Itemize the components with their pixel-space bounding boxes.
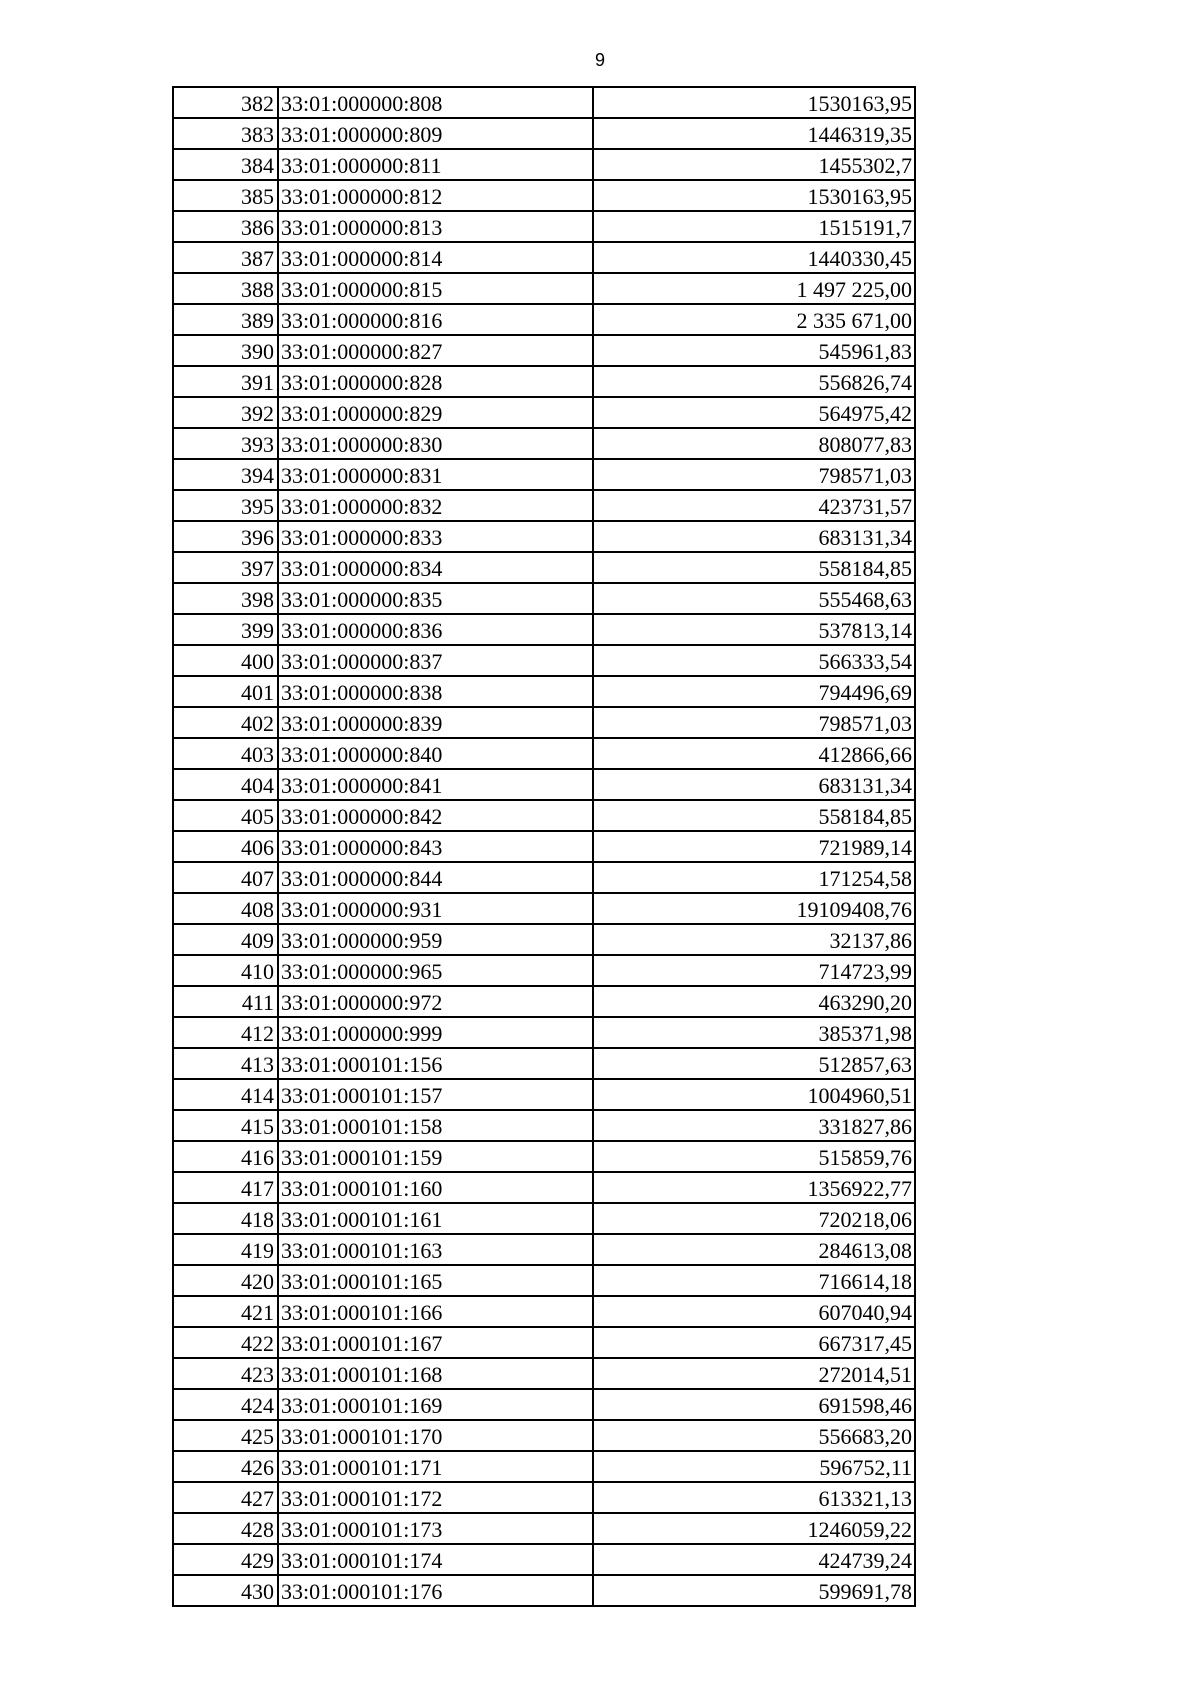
row-number-cell: 413	[173, 1048, 278, 1079]
table-row	[173, 335, 915, 366]
value-cell: 19109408,76	[593, 893, 915, 924]
value-cell: 667317,45	[593, 1327, 915, 1358]
row-number-cell: 430	[173, 1575, 278, 1606]
row-number-cell: 412	[173, 1017, 278, 1048]
table-row	[173, 1544, 915, 1575]
page-number: 9	[594, 50, 605, 70]
value-cell: 558184,85	[593, 800, 915, 831]
value-cell: 1440330,45	[593, 242, 915, 273]
table-row	[173, 273, 915, 304]
row-number-cell: 416	[173, 1141, 278, 1172]
value-cell: 1455302,7	[593, 149, 915, 180]
value-cell: 566333,54	[593, 645, 915, 676]
value-cell: 683131,34	[593, 521, 915, 552]
row-number-cell: 418	[173, 1203, 278, 1234]
cadastral-number-cell: 33:01:000000:959	[278, 924, 593, 955]
value-cell: 515859,76	[593, 1141, 915, 1172]
cadastral-number-cell: 33:01:000000:839	[278, 707, 593, 738]
row-number-cell: 407	[173, 862, 278, 893]
table-row	[173, 862, 915, 893]
row-number-cell: 420	[173, 1265, 278, 1296]
value-cell: 1246059,22	[593, 1513, 915, 1544]
row-number-cell: 406	[173, 831, 278, 862]
cadastral-number-cell: 33:01:000101:161	[278, 1203, 593, 1234]
value-cell: 564975,42	[593, 397, 915, 428]
cadastral-number-cell: 33:01:000000:813	[278, 211, 593, 242]
row-number-cell: 419	[173, 1234, 278, 1265]
cadastral-number-cell: 33:01:000000:844	[278, 862, 593, 893]
table-row	[173, 180, 915, 211]
cadastral-number-cell: 33:01:000000:841	[278, 769, 593, 800]
cadastral-number-cell: 33:01:000101:160	[278, 1172, 593, 1203]
table-row	[173, 1451, 915, 1482]
table-row	[173, 955, 915, 986]
cadastral-number-cell: 33:01:000101:156	[278, 1048, 593, 1079]
cadastral-number-cell: 33:01:000000:814	[278, 242, 593, 273]
value-cell: 716614,18	[593, 1265, 915, 1296]
row-number-cell: 400	[173, 645, 278, 676]
value-cell: 558184,85	[593, 552, 915, 583]
row-number-cell: 388	[173, 273, 278, 304]
value-cell: 798571,03	[593, 707, 915, 738]
cadastral-number-cell: 33:01:000101:171	[278, 1451, 593, 1482]
table-row	[173, 986, 915, 1017]
table-row	[173, 149, 915, 180]
value-cell: 424739,24	[593, 1544, 915, 1575]
table-row	[173, 800, 915, 831]
value-cell: 171254,58	[593, 862, 915, 893]
table-row	[173, 1234, 915, 1265]
value-cell: 537813,14	[593, 614, 915, 645]
cadastral-number-cell: 33:01:000000:816	[278, 304, 593, 335]
table-row	[173, 676, 915, 707]
cadastral-number-cell: 33:01:000000:837	[278, 645, 593, 676]
value-cell: 423731,57	[593, 490, 915, 521]
table-body	[173, 87, 915, 1606]
row-number-cell: 414	[173, 1079, 278, 1110]
table-row	[173, 1048, 915, 1079]
row-number-cell: 404	[173, 769, 278, 800]
table-row	[173, 1265, 915, 1296]
row-number-cell: 383	[173, 118, 278, 149]
row-number-cell: 394	[173, 459, 278, 490]
cadastral-number-cell: 33:01:000000:965	[278, 955, 593, 986]
cadastral-number-cell: 33:01:000000:838	[278, 676, 593, 707]
cadastral-number-cell: 33:01:000000:832	[278, 490, 593, 521]
row-number-cell: 429	[173, 1544, 278, 1575]
cadastral-number-cell: 33:01:000000:827	[278, 335, 593, 366]
value-cell: 613321,13	[593, 1482, 915, 1513]
row-number-cell: 390	[173, 335, 278, 366]
table-row	[173, 1110, 915, 1141]
cadastral-number-cell: 33:01:000000:830	[278, 428, 593, 459]
row-number-cell: 382	[173, 87, 278, 118]
value-cell: 691598,46	[593, 1389, 915, 1420]
table-row	[173, 1358, 915, 1389]
value-cell: 412866,66	[593, 738, 915, 769]
cadastral-number-cell: 33:01:000000:840	[278, 738, 593, 769]
value-cell: 607040,94	[593, 1296, 915, 1327]
cadastral-number-cell: 33:01:000101:157	[278, 1079, 593, 1110]
row-number-cell: 392	[173, 397, 278, 428]
value-cell: 721989,14	[593, 831, 915, 862]
row-number-cell: 385	[173, 180, 278, 211]
row-number-cell: 421	[173, 1296, 278, 1327]
cadastral-value-table	[172, 86, 916, 1607]
value-cell: 1356922,77	[593, 1172, 915, 1203]
table-row	[173, 1172, 915, 1203]
table-row	[173, 1327, 915, 1358]
value-cell: 798571,03	[593, 459, 915, 490]
row-number-cell: 389	[173, 304, 278, 335]
row-number-cell: 411	[173, 986, 278, 1017]
row-number-cell: 393	[173, 428, 278, 459]
table-row	[173, 1203, 915, 1234]
cadastral-number-cell: 33:01:000000:811	[278, 149, 593, 180]
table-row	[173, 614, 915, 645]
value-cell: 1004960,51	[593, 1079, 915, 1110]
table-row	[173, 1513, 915, 1544]
row-number-cell: 402	[173, 707, 278, 738]
cadastral-number-cell: 33:01:000101:159	[278, 1141, 593, 1172]
row-number-cell: 397	[173, 552, 278, 583]
row-number-cell: 386	[173, 211, 278, 242]
table-row	[173, 366, 915, 397]
value-cell: 555468,63	[593, 583, 915, 614]
table-row	[173, 1482, 915, 1513]
cadastral-number-cell: 33:01:000101:176	[278, 1575, 593, 1606]
value-cell: 808077,83	[593, 428, 915, 459]
table-row	[173, 831, 915, 862]
cadastral-number-cell: 33:01:000000:829	[278, 397, 593, 428]
value-cell: 1 497 225,00	[593, 273, 915, 304]
row-number-cell: 410	[173, 955, 278, 986]
row-number-cell: 391	[173, 366, 278, 397]
row-number-cell: 396	[173, 521, 278, 552]
value-cell: 714723,99	[593, 955, 915, 986]
table-row	[173, 924, 915, 955]
row-number-cell: 408	[173, 893, 278, 924]
row-number-cell: 428	[173, 1513, 278, 1544]
table-row	[173, 707, 915, 738]
value-cell: 556826,74	[593, 366, 915, 397]
value-cell: 331827,86	[593, 1110, 915, 1141]
value-cell: 596752,11	[593, 1451, 915, 1482]
value-cell: 599691,78	[593, 1575, 915, 1606]
value-cell: 385371,98	[593, 1017, 915, 1048]
row-number-cell: 417	[173, 1172, 278, 1203]
table-row	[173, 1420, 915, 1451]
value-cell: 463290,20	[593, 986, 915, 1017]
cadastral-number-cell: 33:01:000000:843	[278, 831, 593, 862]
row-number-cell: 423	[173, 1358, 278, 1389]
value-cell: 545961,83	[593, 335, 915, 366]
cadastral-number-cell: 33:01:000101:170	[278, 1420, 593, 1451]
cadastral-number-cell: 33:01:000000:972	[278, 986, 593, 1017]
value-cell: 1515191,7	[593, 211, 915, 242]
table-row	[173, 459, 915, 490]
value-cell: 794496,69	[593, 676, 915, 707]
value-cell: 2 335 671,00	[593, 304, 915, 335]
cadastral-number-cell: 33:01:000101:163	[278, 1234, 593, 1265]
row-number-cell: 426	[173, 1451, 278, 1482]
cadastral-number-cell: 33:01:000000:999	[278, 1017, 593, 1048]
row-number-cell: 399	[173, 614, 278, 645]
table-row	[173, 1575, 915, 1606]
cadastral-number-cell: 33:01:000101:158	[278, 1110, 593, 1141]
table-row	[173, 1079, 915, 1110]
cadastral-number-cell: 33:01:000000:833	[278, 521, 593, 552]
value-cell: 1530163,95	[593, 87, 915, 118]
cadastral-number-cell: 33:01:000101:174	[278, 1544, 593, 1575]
row-number-cell: 398	[173, 583, 278, 614]
table-row	[173, 893, 915, 924]
cadastral-number-cell: 33:01:000101:168	[278, 1358, 593, 1389]
table-row	[173, 769, 915, 800]
cadastral-number-cell: 33:01:000101:165	[278, 1265, 593, 1296]
row-number-cell: 425	[173, 1420, 278, 1451]
cadastral-number-cell: 33:01:000000:812	[278, 180, 593, 211]
table-row	[173, 428, 915, 459]
cadastral-number-cell: 33:01:000101:172	[278, 1482, 593, 1513]
cadastral-number-cell: 33:01:000101:166	[278, 1296, 593, 1327]
table-row	[173, 521, 915, 552]
row-number-cell: 409	[173, 924, 278, 955]
row-number-cell: 415	[173, 1110, 278, 1141]
table-row	[173, 645, 915, 676]
row-number-cell: 405	[173, 800, 278, 831]
table-row	[173, 1296, 915, 1327]
row-number-cell: 387	[173, 242, 278, 273]
table-row	[173, 304, 915, 335]
cadastral-number-cell: 33:01:000000:842	[278, 800, 593, 831]
value-cell: 1446319,35	[593, 118, 915, 149]
row-number-cell: 384	[173, 149, 278, 180]
cadastral-number-cell: 33:01:000000:831	[278, 459, 593, 490]
cadastral-number-cell: 33:01:000101:169	[278, 1389, 593, 1420]
cadastral-number-cell: 33:01:000000:828	[278, 366, 593, 397]
value-cell: 683131,34	[593, 769, 915, 800]
row-number-cell: 427	[173, 1482, 278, 1513]
table-row	[173, 242, 915, 273]
row-number-cell: 401	[173, 676, 278, 707]
table-row	[173, 490, 915, 521]
row-number-cell: 422	[173, 1327, 278, 1358]
value-cell: 272014,51	[593, 1358, 915, 1389]
table-row	[173, 738, 915, 769]
value-cell: 284613,08	[593, 1234, 915, 1265]
row-number-cell: 395	[173, 490, 278, 521]
table-row	[173, 1389, 915, 1420]
row-number-cell: 424	[173, 1389, 278, 1420]
table-row	[173, 583, 915, 614]
cadastral-number-cell: 33:01:000000:836	[278, 614, 593, 645]
table-row	[173, 87, 915, 118]
row-number-cell: 403	[173, 738, 278, 769]
cadastral-number-cell: 33:01:000000:931	[278, 893, 593, 924]
table-row	[173, 211, 915, 242]
value-cell: 556683,20	[593, 1420, 915, 1451]
table-row	[173, 1017, 915, 1048]
value-cell: 1530163,95	[593, 180, 915, 211]
cadastral-number-cell: 33:01:000000:834	[278, 552, 593, 583]
cadastral-number-cell: 33:01:000000:809	[278, 118, 593, 149]
table-row	[173, 118, 915, 149]
value-cell: 720218,06	[593, 1203, 915, 1234]
cadastral-number-cell: 33:01:000101:167	[278, 1327, 593, 1358]
table-row	[173, 1141, 915, 1172]
table-row	[173, 552, 915, 583]
value-cell: 32137,86	[593, 924, 915, 955]
cadastral-number-cell: 33:01:000000:835	[278, 583, 593, 614]
cadastral-number-cell: 33:01:000101:173	[278, 1513, 593, 1544]
cadastral-number-cell: 33:01:000000:815	[278, 273, 593, 304]
value-cell: 512857,63	[593, 1048, 915, 1079]
table-row	[173, 397, 915, 428]
cadastral-number-cell: 33:01:000000:808	[278, 87, 593, 118]
